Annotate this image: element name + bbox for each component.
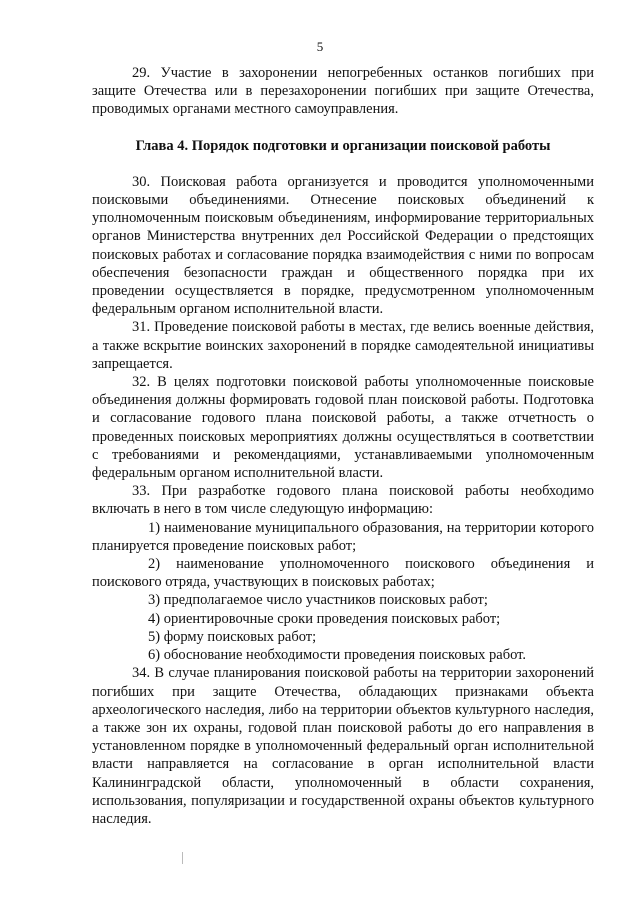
paragraph-33: 33. При разработке годового плана поисковой работы необходимо включать в него в том числе следующую информацию: [92, 483, 594, 518]
list-item-2: 2) наименование уполномоченного поискового объединения и поискового отряда, участвующих в поисковых работах; [92, 556, 594, 591]
list-item-1: 1) наименование муниципального образования, на территории которого планируется проведение поисковых работ; [92, 519, 594, 554]
paragraph-34: 34. В случае планирования поисковой работы на территории захоронений погибших при защите Отечества, обладающих признаками объекта археологического наследия, либо на территории объектов культурного наследия, а также зон их охраны, годовой план поисковой работы до его направления в установленном порядке в уполномоченный федеральный орган исполнительной власти направляется на согласование в орган исполнительной власти Калининградской области, уполномоченный в области сохранения, использования, популяризации и государственной охраны объектов культурного наследия. [92, 665, 594, 827]
list-item-5: 5) форму поисковых работ; [148, 628, 317, 645]
paragraph-29: 29. Участие в захоронении непогребенных останков погибших при защите Отечества или в перезахоронении погибших при защите Отечества, проводимых органами местного самоуправления. [92, 65, 594, 118]
list-item-3: 3) предполагаемое число участников поисковых работ; [148, 592, 488, 609]
list-item-6: 6) обоснование необходимости проведения поисковых работ. [148, 647, 527, 664]
chapter-heading: Глава 4. Порядок подготовки и организации поисковой работы [135, 137, 551, 154]
scan-mark [182, 852, 183, 864]
paragraph-31: 31. Проведение поисковой работы в местах, где велись военные действия, а также вскрытие воинских захоронений в порядке самодеятельной инициативы запрещается. [92, 319, 594, 372]
paragraph-30: 30. Поисковая работа организуется и проводится уполномоченными поисковыми объединениями. Отнесение поисковых объединений к уполномоченным поисковым объединениям, информирование территориальных органов Министерства внутренних дел Российской Федерации о предстоящих поисковых работах и согласование порядка взаимодействия с ними по вопросам обеспечения безопасности граждан и общественного порядка при их проведении осуществляется в порядке, предусмотренном уполномоченным федеральным органом исполнительной власти. [92, 173, 594, 318]
list-item-4: 4) ориентировочные сроки проведения поисковых работ; [148, 610, 501, 627]
document-body [92, 64, 594, 828]
page-number: 5 [316, 39, 324, 54]
paragraph-32: 32. В целях подготовки поисковой работы уполномоченные поисковые объединения должны формировать годовой план поисковой работы. Подготовка и согласование годового плана поисковой работы, а также отчетность о проведенных поисковых мероприятиях должны осуществляться в соответствии с требованиями и рекомендациями, устанавливаемыми уполномоченным федеральным органом исполнительной власти. [92, 374, 594, 482]
